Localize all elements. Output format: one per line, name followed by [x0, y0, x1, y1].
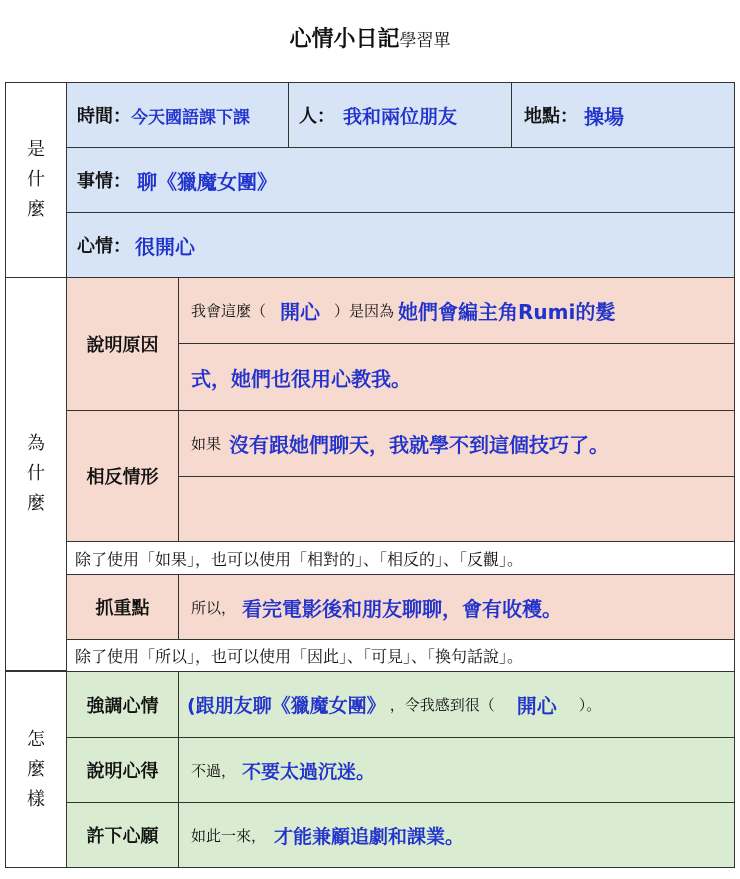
- insight-line: [178, 737, 735, 803]
- note-key: 除了使用「所以」，也可以使用「因此」、「可見」、「換句話說」。: [66, 639, 735, 672]
- people-label: 人：: [299, 106, 335, 127]
- title-main: 心情小日記: [289, 27, 400, 52]
- section-what: [5, 82, 67, 278]
- emph-line: [178, 671, 735, 738]
- section-char: 怎: [27, 728, 45, 750]
- reason-line-2: [178, 343, 735, 411]
- people-cell: [288, 82, 512, 148]
- section-char: 為: [27, 433, 45, 454]
- insight-label: 說明心得: [66, 737, 179, 803]
- reason-mood: 開心: [280, 300, 321, 324]
- key-value: 看完電影後和朋友聊聊，會有收穫。: [242, 596, 563, 621]
- reason-value-1: 她們會編主角Rumi的髮: [398, 300, 616, 324]
- time-label: 時間：: [77, 106, 131, 127]
- opposite-line-2: [178, 476, 735, 542]
- key-label: 抓重點: [66, 574, 179, 640]
- section-char: 麼: [27, 758, 45, 780]
- emph-mid: ，令我感到很（: [389, 696, 495, 714]
- emph-end: ）。: [578, 696, 602, 714]
- section-char: 樣: [27, 788, 45, 810]
- place-cell: [511, 82, 735, 148]
- section-char: 什: [27, 169, 45, 190]
- opposite-label: 相反情形: [66, 410, 179, 542]
- note-opposite: 除了使用「如果」，也可以使用「相對的」、「相反的」、「反觀」。: [66, 541, 735, 575]
- reason-value-2: 式，她們也很用心教我。: [191, 366, 411, 391]
- key-line: [178, 574, 735, 640]
- section-how: [5, 671, 67, 868]
- title-sub: 學習單: [399, 31, 451, 51]
- emph-value: (跟朋友聊《獵魔女團》: [187, 695, 386, 717]
- section-char: 什: [27, 463, 45, 484]
- people-value: 我和兩位朋友: [343, 105, 458, 128]
- wish-prefix: 如此一來，: [191, 826, 267, 845]
- section-char: 是: [27, 139, 45, 160]
- reason-prefix: 我會這麼（: [191, 302, 267, 320]
- event-value: 聊《獵魔女團》: [137, 169, 277, 194]
- emph-mood: 開心: [516, 694, 557, 718]
- opposite-line-1: [178, 410, 735, 477]
- reason-mid: ）是因為: [334, 302, 395, 320]
- opposite-value: 沒有跟她們聊天，我就學不到這個技巧了。: [229, 433, 610, 457]
- section-why: [5, 277, 67, 671]
- mood-value: 很開心: [135, 234, 195, 259]
- section-char: 麼: [27, 199, 45, 220]
- opposite-prefix: 如果: [191, 435, 222, 453]
- emph-label: 強調心情: [66, 671, 179, 738]
- wish-value: 才能兼顧追劇和課業。: [274, 825, 465, 848]
- event-cell: [66, 147, 735, 213]
- place-value: 操場: [584, 104, 624, 129]
- insight-value: 不要太過沉迷。: [242, 760, 376, 783]
- time-value: 今天國語課下課: [131, 107, 250, 128]
- place-label: 地點：: [524, 106, 578, 127]
- reason-label: 說明原因: [66, 277, 179, 411]
- mood-cell: [66, 212, 735, 278]
- event-label: 事情：: [77, 171, 131, 192]
- time-cell: [66, 82, 289, 148]
- key-prefix: 所以，: [191, 598, 237, 617]
- section-char: 麼: [27, 493, 45, 514]
- wish-line: [178, 802, 735, 868]
- wish-label: 許下心願: [66, 802, 179, 868]
- reason-line-1: [178, 277, 735, 344]
- worksheet-title: [0, 22, 740, 53]
- insight-prefix: 不過，: [191, 761, 237, 780]
- mood-label: 心情：: [77, 236, 131, 257]
